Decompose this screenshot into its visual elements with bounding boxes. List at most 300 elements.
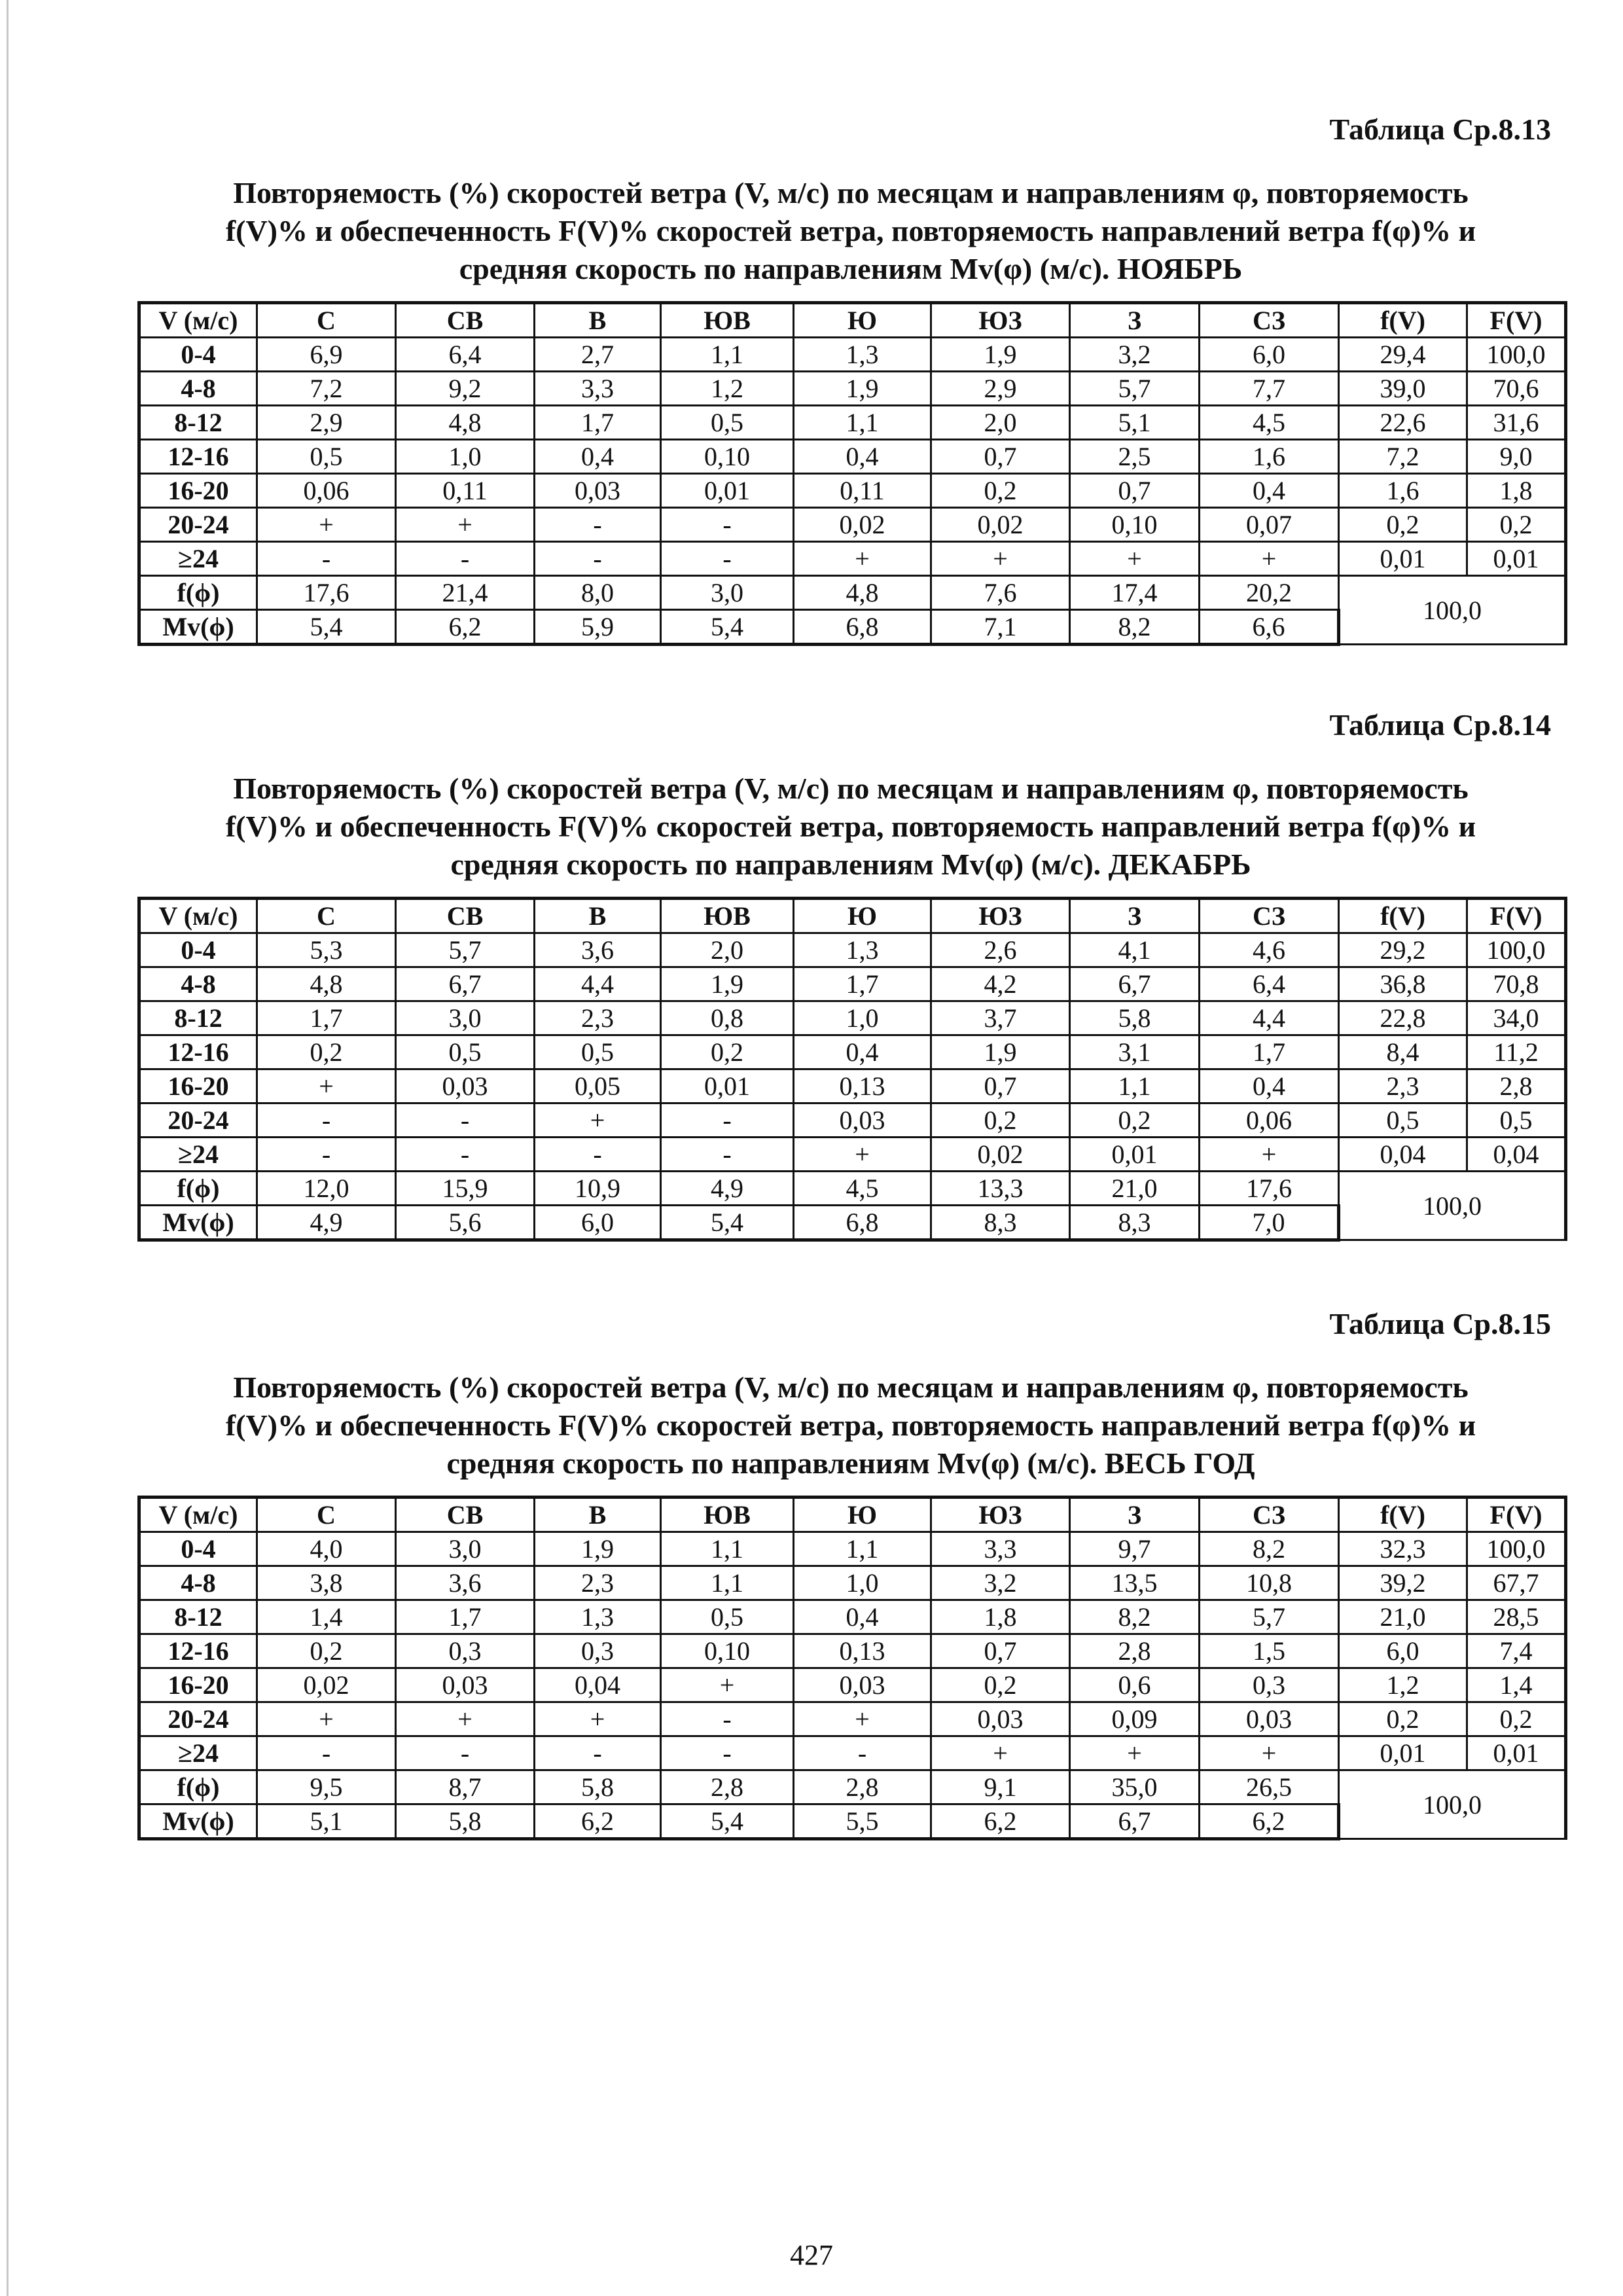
table-cell: 1,1: [794, 406, 931, 440]
table-cell: 1,7: [535, 406, 661, 440]
table-row: [139, 406, 1566, 440]
table-cell: 6,4: [396, 338, 535, 372]
table-cell: 0,04: [1467, 1138, 1566, 1172]
table-cell: 32,3: [1339, 1532, 1467, 1566]
table-cell: +: [794, 542, 931, 576]
table-row: [139, 1035, 1566, 1069]
table-label: Таблица Ср.8.13: [1329, 113, 1551, 146]
row-label: 12-16: [139, 1634, 257, 1668]
table-cell: 1,9: [535, 1532, 661, 1566]
table-cell: 3,0: [396, 1001, 535, 1035]
table-cell: 2,7: [535, 338, 661, 372]
row-label: Mv(ϕ): [139, 1206, 257, 1240]
table-cell: 0,5: [661, 1600, 794, 1634]
table-cell: 17,6: [257, 576, 396, 610]
table-cell: 0,7: [1070, 474, 1200, 508]
total-cell: 100,0: [1339, 1172, 1566, 1240]
table-cell: 6,8: [794, 610, 931, 645]
table-row: [139, 372, 1566, 406]
table-cell: 0,06: [257, 474, 396, 508]
row-label: 0-4: [139, 1532, 257, 1566]
data-table: [137, 1496, 1567, 1840]
table-cell: 0,2: [1070, 1103, 1200, 1138]
table-row: [139, 1069, 1566, 1103]
table-cell: -: [535, 542, 661, 576]
data-table: [137, 301, 1567, 646]
table-cell: 0,03: [794, 1103, 931, 1138]
table-cell: 39,2: [1339, 1566, 1467, 1600]
total-cell: 100,0: [1339, 576, 1566, 645]
caption-line: f(V)% и обеспеченность F(V)% скоростей ветра, повторяемость направлений ветра f(φ)% и: [225, 214, 1476, 247]
table-cell: 3,0: [396, 1532, 535, 1566]
table-cell: +: [396, 1702, 535, 1736]
table-cell: 5,7: [396, 933, 535, 967]
table-cell: 1,1: [661, 1566, 794, 1600]
row-label: Mv(ϕ): [139, 1804, 257, 1839]
table-cell: -: [661, 1103, 794, 1138]
row-label: 8-12: [139, 406, 257, 440]
table-row: [139, 1138, 1566, 1172]
table-cell: 0,7: [931, 440, 1070, 474]
table-cell: 4,5: [794, 1172, 931, 1206]
table-cell: -: [257, 1138, 396, 1172]
table-cell: 17,4: [1070, 576, 1200, 610]
table-cell: 35,0: [1070, 1770, 1200, 1804]
table-cell: 1,9: [794, 372, 931, 406]
table-cell: 5,6: [396, 1206, 535, 1240]
table-cell: 0,04: [535, 1668, 661, 1702]
column-header: f(V): [1339, 899, 1467, 933]
table-cell: 6,2: [931, 1804, 1070, 1839]
total-cell: 100,0: [1339, 1770, 1566, 1839]
header-row: [139, 1498, 1566, 1532]
table-cell: +: [931, 542, 1070, 576]
table-cell: 1,3: [794, 933, 931, 967]
table-cell: 1,4: [1467, 1668, 1566, 1702]
table-cell: 0,01: [1339, 542, 1467, 576]
table-cell: 6,8: [794, 1206, 931, 1240]
table-cell: 21,0: [1339, 1600, 1467, 1634]
table-cell: 9,1: [931, 1770, 1070, 1804]
table-row: [139, 338, 1566, 372]
table-cell: 31,6: [1467, 406, 1566, 440]
table-cell: 0,5: [661, 406, 794, 440]
table-row: [139, 1668, 1566, 1702]
header-row: [139, 303, 1566, 338]
table-cell: 0,01: [1339, 1736, 1467, 1770]
table-cell: 0,5: [1467, 1103, 1566, 1138]
table-row: [139, 474, 1566, 508]
table-cell: 1,9: [661, 967, 794, 1001]
table-cell: 9,5: [257, 1770, 396, 1804]
table-cell: -: [661, 1736, 794, 1770]
table-cell: -: [396, 1138, 535, 1172]
table-cell: 0,2: [1339, 508, 1467, 542]
table-cell: 1,8: [931, 1600, 1070, 1634]
table-cell: 0,06: [1200, 1103, 1339, 1138]
table-cell: 29,2: [1339, 933, 1467, 967]
table-cell: 1,4: [257, 1600, 396, 1634]
table-cell: 5,4: [661, 1206, 794, 1240]
row-label: f(ϕ): [139, 1770, 257, 1804]
table-cell: 0,4: [535, 440, 661, 474]
table-cell: 2,0: [661, 933, 794, 967]
table-cell: 0,2: [257, 1634, 396, 1668]
table-cell: 4,6: [1200, 933, 1339, 967]
table-cell: 0,05: [535, 1069, 661, 1103]
caption-line: Повторяемость (%) скоростей ветра (V, м/с) по месяцам и направлениям φ, повторяемость: [233, 1371, 1469, 1404]
table-cell: -: [661, 1138, 794, 1172]
table-row: [139, 967, 1566, 1001]
table-cell: 1,7: [794, 967, 931, 1001]
column-header: С: [257, 899, 396, 933]
table-cell: -: [661, 1702, 794, 1736]
column-header: С: [257, 303, 396, 338]
table-cell: 1,6: [1339, 474, 1467, 508]
table-cell: 0,3: [1200, 1668, 1339, 1702]
table-row: [139, 1702, 1566, 1736]
column-header: СВ: [396, 899, 535, 933]
column-header: F(V): [1467, 899, 1566, 933]
table-cell: +: [1200, 1736, 1339, 1770]
table-cell: -: [535, 1736, 661, 1770]
table-cell: 10,9: [535, 1172, 661, 1206]
column-header: V (м/с): [139, 899, 257, 933]
column-header: З: [1070, 899, 1200, 933]
table-cell: 6,0: [1200, 338, 1339, 372]
column-header: З: [1070, 303, 1200, 338]
table-cell: 0,03: [396, 1668, 535, 1702]
table-cell: 0,02: [931, 508, 1070, 542]
row-label: f(ϕ): [139, 1172, 257, 1206]
column-header: f(V): [1339, 303, 1467, 338]
column-header: З: [1070, 1498, 1200, 1532]
table-cell: 1,1: [661, 338, 794, 372]
table-cell: 0,01: [1467, 542, 1566, 576]
table-cell: 8,2: [1200, 1532, 1339, 1566]
row-label: 20-24: [139, 1103, 257, 1138]
table-cell: 3,2: [1070, 338, 1200, 372]
table-cell: 67,7: [1467, 1566, 1566, 1600]
table-cell: 3,7: [931, 1001, 1070, 1035]
table-cell: 9,2: [396, 372, 535, 406]
table-cell: 1,1: [794, 1532, 931, 1566]
table-cell: 1,7: [257, 1001, 396, 1035]
table-label: Таблица Ср.8.14: [1329, 708, 1551, 742]
table-cell: 5,3: [257, 933, 396, 967]
table-cell: 1,5: [1200, 1634, 1339, 1668]
table-cell: 5,7: [1070, 372, 1200, 406]
table-cell: -: [257, 1103, 396, 1138]
table-cell: +: [1200, 1138, 1339, 1172]
table-cell: 8,3: [931, 1206, 1070, 1240]
table-cell: 5,5: [794, 1804, 931, 1839]
caption-line: средняя скорость по направлениям Mv(φ) (м/с). НОЯБРЬ: [459, 252, 1243, 285]
table-cell: 0,01: [1070, 1138, 1200, 1172]
table-cell: 0,13: [794, 1069, 931, 1103]
table-cell: 0,03: [535, 474, 661, 508]
table-cell: 6,6: [1200, 610, 1339, 645]
table-cell: 5,1: [1070, 406, 1200, 440]
row-label: 20-24: [139, 1702, 257, 1736]
table-cell: 39,0: [1339, 372, 1467, 406]
column-header: Ю: [794, 1498, 931, 1532]
table-cell: +: [257, 508, 396, 542]
table-cell: +: [931, 1736, 1070, 1770]
table-cell: 2,9: [931, 372, 1070, 406]
table-cell: 1,9: [931, 1035, 1070, 1069]
table-row: [139, 1103, 1566, 1138]
row-label: 8-12: [139, 1001, 257, 1035]
table-cell: 5,8: [535, 1770, 661, 1804]
table-cell: +: [257, 1702, 396, 1736]
column-header: СЗ: [1200, 303, 1339, 338]
column-header: В: [535, 303, 661, 338]
table-cell: 6,0: [535, 1206, 661, 1240]
table-cell: 5,4: [661, 610, 794, 645]
table-cell: 21,4: [396, 576, 535, 610]
column-header: С: [257, 1498, 396, 1532]
table-caption: [137, 1369, 1564, 1482]
table-cell: 11,2: [1467, 1035, 1566, 1069]
table-cell: 4,9: [257, 1206, 396, 1240]
scan-left-edge: [7, 0, 9, 2296]
table-cell: 0,11: [396, 474, 535, 508]
column-header: ЮВ: [661, 899, 794, 933]
column-header: СЗ: [1200, 1498, 1339, 1532]
table-cell: 100,0: [1467, 933, 1566, 967]
table-cell: 0,03: [396, 1069, 535, 1103]
row-label: 12-16: [139, 1035, 257, 1069]
table-cell: 7,6: [931, 576, 1070, 610]
table-cell: -: [257, 1736, 396, 1770]
column-header: ЮЗ: [931, 303, 1070, 338]
table-cell: 1,0: [396, 440, 535, 474]
table-cell: 5,9: [535, 610, 661, 645]
caption-line: средняя скорость по направлениям Mv(φ) (м/с). ДЕКАБРЬ: [450, 848, 1251, 881]
table-cell: 6,7: [396, 967, 535, 1001]
table-row: [139, 1634, 1566, 1668]
table-cell: 7,4: [1467, 1634, 1566, 1668]
table-cell: 4,9: [661, 1172, 794, 1206]
row-label: 16-20: [139, 474, 257, 508]
table-row: [139, 1600, 1566, 1634]
table-cell: 2,3: [535, 1001, 661, 1035]
table-cell: 0,8: [661, 1001, 794, 1035]
table-cell: 0,2: [1467, 1702, 1566, 1736]
row-label: f(ϕ): [139, 576, 257, 610]
table-cell: 0,02: [257, 1668, 396, 1702]
table-cell: 0,03: [1200, 1702, 1339, 1736]
table-cell: 3,2: [931, 1566, 1070, 1600]
table-row: [139, 1001, 1566, 1035]
table-cell: 3,8: [257, 1566, 396, 1600]
table-cell: 1,0: [794, 1001, 931, 1035]
row-label: 0-4: [139, 933, 257, 967]
column-header: Ю: [794, 303, 931, 338]
table-cell: 2,6: [931, 933, 1070, 967]
table-row: [139, 542, 1566, 576]
table-cell: 5,7: [1200, 1600, 1339, 1634]
table-cell: 0,3: [396, 1634, 535, 1668]
table-block-nov: [137, 111, 1564, 646]
row-label: Mv(ϕ): [139, 610, 257, 645]
table-cell: 4,8: [257, 967, 396, 1001]
table-caption: [137, 770, 1564, 884]
table-cell: 21,0: [1070, 1172, 1200, 1206]
table-cell: 0,2: [257, 1035, 396, 1069]
table-cell: 0,03: [794, 1668, 931, 1702]
table-cell: 9,7: [1070, 1532, 1200, 1566]
table-cell: 4,8: [794, 576, 931, 610]
caption-line: f(V)% и обеспеченность F(V)% скоростей ветра, повторяемость направлений ветра f(φ)% и: [225, 1408, 1476, 1442]
table-cell: 26,5: [1200, 1770, 1339, 1804]
table-cell: 100,0: [1467, 1532, 1566, 1566]
column-header: F(V): [1467, 303, 1566, 338]
table-cell: 4,1: [1070, 933, 1200, 967]
table-cell: 0,11: [794, 474, 931, 508]
table-cell: +: [257, 1069, 396, 1103]
row-label: 12-16: [139, 440, 257, 474]
table-cell: 2,3: [1339, 1069, 1467, 1103]
table-cell: 36,8: [1339, 967, 1467, 1001]
table-cell: -: [661, 542, 794, 576]
table-cell: 1,2: [661, 372, 794, 406]
row-label: 4-8: [139, 1566, 257, 1600]
table-cell: 5,1: [257, 1804, 396, 1839]
table-cell: 4,4: [1200, 1001, 1339, 1035]
table-cell: 0,7: [931, 1069, 1070, 1103]
table-cell: 0,01: [661, 474, 794, 508]
table-cell: 4,4: [535, 967, 661, 1001]
table-cell: 0,4: [1200, 474, 1339, 508]
table-cell: 0,01: [1467, 1736, 1566, 1770]
table-cell: 5,8: [1070, 1001, 1200, 1035]
table-cell: 70,6: [1467, 372, 1566, 406]
caption-line: f(V)% и обеспеченность F(V)% скоростей ветра, повторяемость направлений ветра f(φ)% и: [225, 810, 1476, 843]
column-header: В: [535, 1498, 661, 1532]
table-cell: 2,3: [535, 1566, 661, 1600]
table-cell: 0,02: [794, 508, 931, 542]
page-number: 427: [790, 2239, 833, 2271]
table-cell: 3,6: [535, 933, 661, 967]
table-cell: 0,13: [794, 1634, 931, 1668]
table-cell: 7,2: [1339, 440, 1467, 474]
f-phi-row: [139, 1172, 1566, 1206]
table-cell: 2,0: [931, 406, 1070, 440]
table-cell: 0,2: [931, 474, 1070, 508]
row-label: ≥24: [139, 1138, 257, 1172]
table-cell: +: [535, 1103, 661, 1138]
table-row: [139, 440, 1566, 474]
table-cell: 0,2: [1339, 1702, 1467, 1736]
table-cell: +: [1070, 542, 1200, 576]
table-cell: 1,9: [931, 338, 1070, 372]
table-cell: 5,4: [661, 1804, 794, 1839]
table-cell: 7,1: [931, 610, 1070, 645]
table-cell: -: [535, 508, 661, 542]
column-header: ЮВ: [661, 303, 794, 338]
table-cell: 1,1: [661, 1532, 794, 1566]
table-cell: 15,9: [396, 1172, 535, 1206]
table-cell: 0,2: [931, 1103, 1070, 1138]
column-header: Ю: [794, 899, 931, 933]
table-cell: 20,2: [1200, 576, 1339, 610]
table-cell: 0,07: [1200, 508, 1339, 542]
column-header: F(V): [1467, 1498, 1566, 1532]
table-cell: 22,6: [1339, 406, 1467, 440]
table-cell: +: [794, 1138, 931, 1172]
table-cell: +: [1200, 542, 1339, 576]
table-cell: 1,7: [1200, 1035, 1339, 1069]
table-cell: 9,0: [1467, 440, 1566, 474]
table-cell: 0,4: [1200, 1069, 1339, 1103]
table-cell: 6,2: [535, 1804, 661, 1839]
table-cell: 7,7: [1200, 372, 1339, 406]
table-cell: 0,5: [257, 440, 396, 474]
table-cell: 0,01: [661, 1069, 794, 1103]
row-label: 4-8: [139, 967, 257, 1001]
table-cell: 1,3: [535, 1600, 661, 1634]
row-label: ≥24: [139, 1736, 257, 1770]
table-cell: 6,7: [1070, 967, 1200, 1001]
table-cell: 1,7: [396, 1600, 535, 1634]
header-row: [139, 899, 1566, 933]
table-cell: 0,4: [794, 1600, 931, 1634]
column-header: f(V): [1339, 1498, 1467, 1532]
table-cell: +: [535, 1702, 661, 1736]
table-cell: 0,3: [535, 1634, 661, 1668]
table-row: [139, 1566, 1566, 1600]
table-cell: 0,10: [1070, 508, 1200, 542]
table-cell: +: [661, 1668, 794, 1702]
table-cell: 8,4: [1339, 1035, 1467, 1069]
table-cell: 28,5: [1467, 1600, 1566, 1634]
table-cell: 8,2: [1070, 1600, 1200, 1634]
table-cell: +: [1070, 1736, 1200, 1770]
table-cell: 6,0: [1339, 1634, 1467, 1668]
caption-line: Повторяемость (%) скоростей ветра (V, м/с) по месяцам и направлениям φ, повторяемость: [233, 176, 1469, 209]
table-block-year: [137, 1306, 1564, 1840]
column-header: СВ: [396, 303, 535, 338]
table-cell: 2,9: [257, 406, 396, 440]
table-cell: 34,0: [1467, 1001, 1566, 1035]
table-label: Таблица Ср.8.15: [1329, 1307, 1551, 1340]
table-cell: 70,8: [1467, 967, 1566, 1001]
row-label: 0-4: [139, 338, 257, 372]
row-label: 8-12: [139, 1600, 257, 1634]
table-cell: 12,0: [257, 1172, 396, 1206]
table-cell: 8,0: [535, 576, 661, 610]
table-cell: 22,8: [1339, 1001, 1467, 1035]
table-cell: 100,0: [1467, 338, 1566, 372]
table-cell: 6,2: [396, 610, 535, 645]
table-cell: 17,6: [1200, 1172, 1339, 1206]
table-cell: 3,1: [1070, 1035, 1200, 1069]
table-cell: 13,3: [931, 1172, 1070, 1206]
table-cell: 4,5: [1200, 406, 1339, 440]
table-cell: 0,2: [931, 1668, 1070, 1702]
table-cell: 0,10: [661, 440, 794, 474]
table-cell: 4,8: [396, 406, 535, 440]
table-cell: 2,8: [1070, 1634, 1200, 1668]
table-cell: 6,4: [1200, 967, 1339, 1001]
table-cell: 13,5: [1070, 1566, 1200, 1600]
column-header: ЮЗ: [931, 1498, 1070, 1532]
table-cell: 0,5: [396, 1035, 535, 1069]
table-cell: 4,2: [931, 967, 1070, 1001]
table-cell: 3,0: [661, 576, 794, 610]
